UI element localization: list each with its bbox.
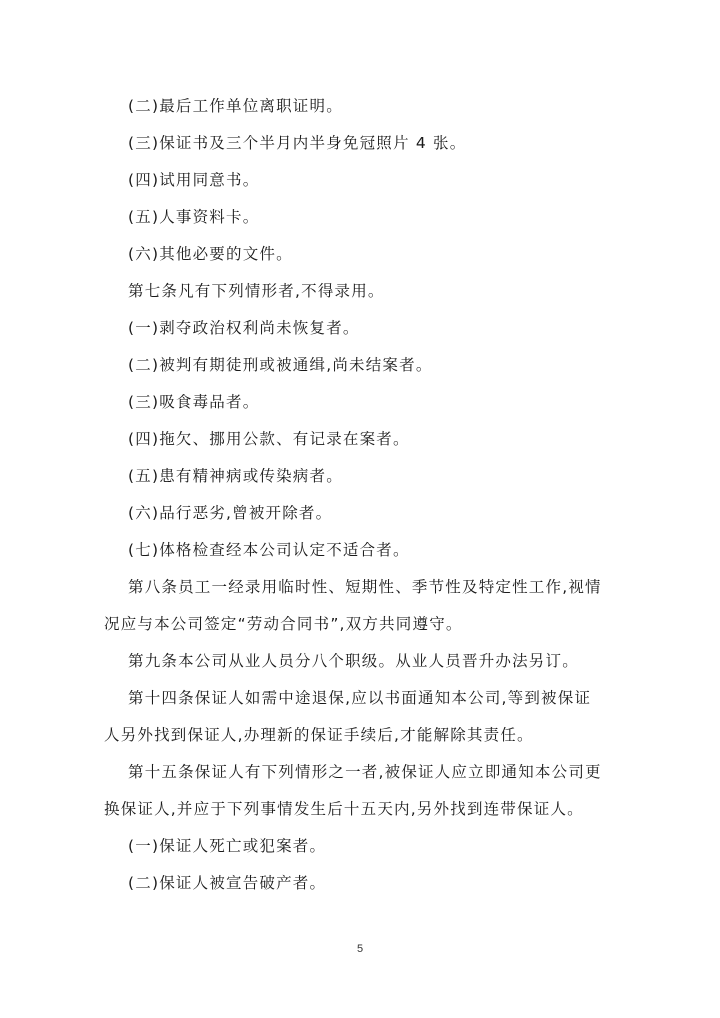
paragraph: (四)拖欠、挪用公款、有记录在案者。 xyxy=(128,430,410,448)
paragraph: (二)保证人被宣告破产者。 xyxy=(128,874,327,892)
paragraph-continuation: 换保证人,并应于下列事情发生后十五天内,另外找到连带保证人。 xyxy=(104,800,584,818)
paragraph: 第十四条保证人如需中途退保,应以书面通知本公司,等到被保证 xyxy=(128,689,592,707)
paragraph: (四)试用同意书。 xyxy=(128,171,260,189)
paragraph-continuation: 人另外找到保证人,办理新的保证手续后,才能解除其责任。 xyxy=(104,726,534,744)
paragraph: 第十五条保证人有下列情形之一者,被保证人应立即通知本公司更 xyxy=(128,763,602,781)
paragraph: (二)最后工作单位离职证明。 xyxy=(128,97,343,115)
paragraph: 第七条凡有下列情形者,不得录用。 xyxy=(128,282,385,300)
paragraph: (六)品行恶劣,曾被开除者。 xyxy=(128,504,333,522)
page-number: 5 xyxy=(356,943,364,955)
paragraph-continuation: 况应与本公司签定“劳动合同书”,双方共同遵守。 xyxy=(104,615,463,633)
paragraph: (三)保证书及三个半月内半身免冠照片 4 张。 xyxy=(128,134,467,152)
paragraph: 第九条本公司从业人员分八个职级。从业人员晋升办法另订。 xyxy=(128,652,579,670)
paragraph: (七)体格检查经本公司认定不适合者。 xyxy=(128,541,410,559)
paragraph: (二)被判有期徒刑或被通缉,尚未结案者。 xyxy=(128,356,433,374)
paragraph: (三)吸食毒品者。 xyxy=(128,393,260,411)
document-body xyxy=(104,88,628,902)
paragraph: (一)保证人死亡或犯案者。 xyxy=(128,837,327,855)
paragraph: (五)患有精神病或传染病者。 xyxy=(128,467,343,485)
paragraph: (五)人事资料卡。 xyxy=(128,208,260,226)
paragraph: (一)剥夺政治权利尚未恢复者。 xyxy=(128,319,360,337)
paragraph: 第八条员工一经录用临时性、短期性、季节性及特定性工作,视情 xyxy=(128,578,602,596)
paragraph: (六)其他必要的文件。 xyxy=(128,245,293,263)
